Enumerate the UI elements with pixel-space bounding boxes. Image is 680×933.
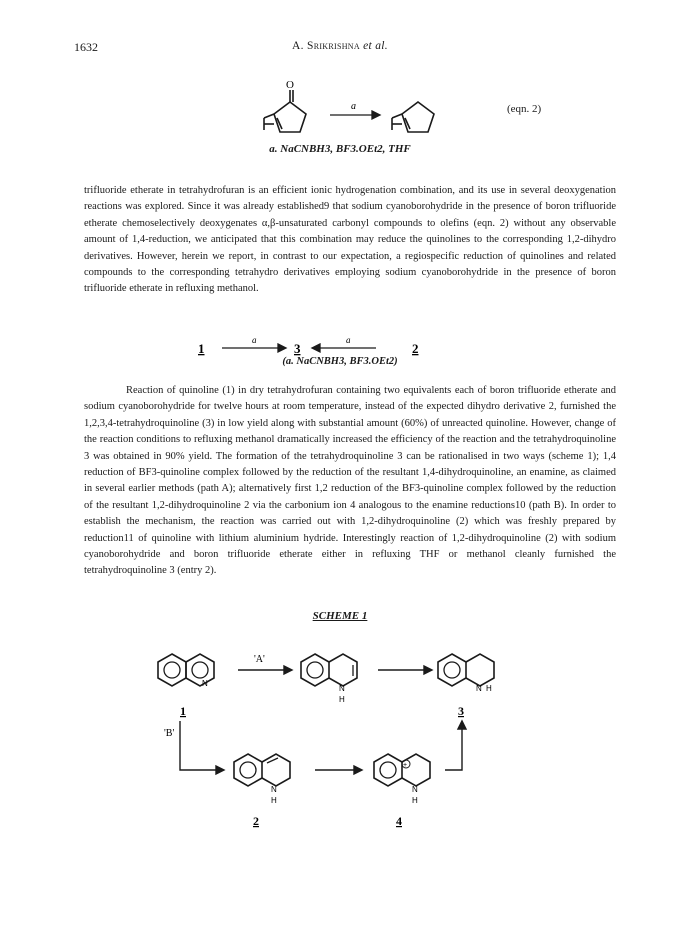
arrow-to-4 (315, 766, 362, 774)
tetrahydroquinoline-3-h: H (486, 684, 492, 693)
cyclopentenone-structure (264, 90, 306, 132)
carbonium-ion-4-label: 4 (396, 814, 402, 828)
arrow-to-3 (378, 666, 432, 674)
eqn2-arrow (330, 111, 380, 119)
dihydroquinoline-2-h: H (271, 796, 277, 805)
tetrahydroquinoline-3-n: N (476, 684, 482, 693)
dihydroquinoline-2-structure (234, 754, 290, 786)
running-head-authors: A. Srikrishna (292, 40, 360, 52)
quinoline-1-label: 1 (180, 704, 186, 718)
scheme-eq-compound-3: 3 (294, 341, 301, 356)
carbonium-ion-4-structure (374, 754, 430, 786)
carbonium-ion-4-h: H (412, 796, 418, 805)
scheme-1-diagram (140, 625, 540, 840)
running-head (0, 40, 680, 52)
eqn2-label: (eqn. 2) (507, 103, 542, 115)
running-head-etal: et al. (363, 40, 388, 52)
scheme-eq-arrow-left (312, 344, 376, 352)
carbonium-ion-plus: + (403, 762, 408, 769)
carbonium-ion-4-n: N (412, 785, 418, 794)
path-a-label: 'A' (254, 654, 265, 665)
tetrahydroquinoline-3-structure (438, 654, 494, 686)
eqn2-reaction (230, 78, 470, 138)
scheme-eq-arrow-label-2: a (346, 338, 351, 345)
scheme-eq-compound-2: 2 (412, 341, 419, 356)
dihydroquinoline-2-label: 2 (253, 814, 259, 828)
arrow-4-to-3 (445, 721, 466, 770)
page-number: 1632 (74, 40, 98, 54)
dihydroquinoline-14-n: N (339, 684, 345, 693)
paragraph-2: Reaction of quinoline (1) in dry tetrahydrofuran containing two equivalents each of boron trifluoride etherate and sodium cyanoborohydride for twelve hours at room temperature, instead of the expected dihydro derivative 2, furnished the 1,2,3,4-tetrahydroquinoline (3) in low yield along with substantial amount (60%) of unreacted quinoline. However, change of the reaction conditions to refluxing methanol dramatically increased the efficiency of the reaction and the tetrahydroquinoline 3 was obtained in 90% yield. The formation of the tetrahydroquinoline 3 can be rationalised in two ways (scheme 1); 1,4 reduction of BF3-quinoline complex followed by the reduction of the resultant 1,4-dihydroquinoline, an enamine, as claimed in several earlier methods (path A); alternatively first 1,2 reduction of the BF3-quinoline complex followed by the reduction of the resultant 1,2-dihydroquinoline 2 via the carbonium ion 4 analogous to the enamine reductions10 (path B). In order to establish the mechanism, the reaction was carried out with 1,2-dihydroquinoline (2) which was freshly prepared by reduction11 of quinoline with lithium aluminium hydride. Interestingly reaction of 1,2-dihydroquinoline (2) with sodium cyanoborohydride and boron trifluoride etherate either in refluxing THF or methanol cleanly furnished the tetrahydroquinoline 3 (entry 2). (84, 385, 616, 577)
scheme-eq-compound-1: 1 (198, 341, 205, 356)
path-a-arrow (238, 666, 292, 674)
path-b-arrow (180, 721, 224, 774)
scheme-eq-arrow-right (222, 344, 286, 352)
tetrahydroquinoline-3-label: 3 (458, 704, 464, 718)
dihydroquinoline-2-n: N (271, 785, 277, 794)
eqn2-arrow-label: a (351, 101, 356, 112)
dihydroquinoline-14-structure (301, 654, 357, 686)
scheme-eq-caption: (a. NaCNBH3, BF3.OEt2) (282, 356, 398, 367)
eqn2-caption: a. NaCNBH3, BF3.OEt2, THF (269, 143, 411, 155)
path-b-label: 'B' (164, 728, 175, 739)
paragraph-1: trifluoride etherate in tetrahydrofuran is an efficient ionic hydrogenation combination, and its use in several deoxygenation reactions was explored. Since it was already established9 that sodium cyanoborohydride in the presence of boron trifluoride etherate chemoselectively deoxygenates α,β-unsaturated carbonyl compounds to olefins (eqn. 2) without any observable amount of 1,4-reduction, we anticipated that this combination may reduce the quinolines to the corresponding 1,2-dihydro derivatives. However, herein we report, in contrast to our expectation, a regiospecific reduction of quinolines and related compounds to the corresponding tetrahydro derivatives employing sodium cyanoborohydride in the presence of boron trifluoride etherate in refluxing methanol. (84, 185, 616, 295)
scheme-1-title: SCHEME 1 (312, 610, 368, 622)
quinoline-1-n: N (202, 679, 208, 688)
eqn2-oxygen-label: O (286, 79, 294, 91)
scheme-eq-arrow-label-1: a (252, 338, 257, 345)
cyclopentene-structure (392, 102, 434, 132)
dihydroquinoline-14-h: H (339, 695, 345, 704)
